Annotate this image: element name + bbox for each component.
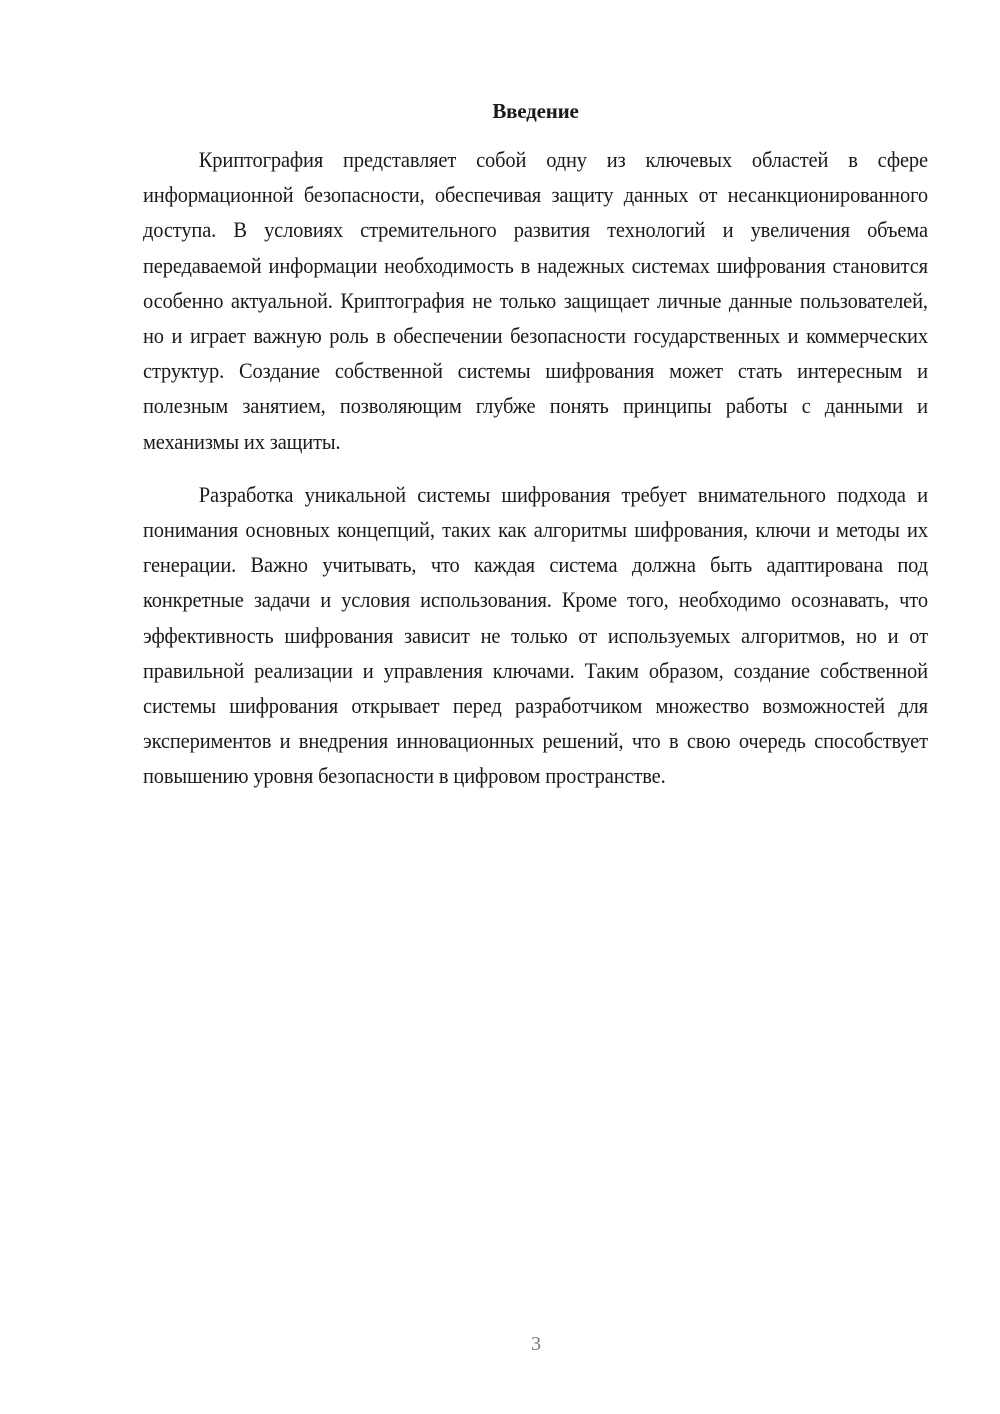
page-number: 3	[531, 1333, 541, 1355]
paragraph-2: Разработка уникальной системы шифрования требует внимательного подхода и понимания основных концепций, таких как алгоритмы шифрования, ключи и методы их генерации. Важно учитывать, что каждая система должна быть адаптирована под конкретные задачи и условия использования. Кроме того, необходимо осознавать, что эффективность шифрования зависит не только от используемых алгоритмов, но и от правильной реализации и управления ключами. Таким образом, создание собственной системы шифрования открывает перед разработчиком множество возможностей для экспериментов и внедрения инновационных решений, что в свою очередь способствует повышению уровня безопасности в цифровом пространстве.	[143, 481, 928, 789]
paragraph-1: Криптография представляет собой одну из ключевых областей в сфере информационной безопасности, обеспечивая защиту данных от несанкционированного доступа. В условиях стремительного развития технологий и увеличения объема передаваемой информации необходимость в надежных системах шифрования становится особенно актуальной. Криптография не только защищает личные данные пользователей, но и играет важную роль в обеспечении безопасности государственных и коммерческих структур. Создание собственной системы шифрования может стать интересным и полезным занятием, позволяющим глубже понять принципы работы с данными и механизмы их защиты.	[143, 147, 928, 454]
section-title: Введение	[492, 99, 579, 123]
document-body	[143, 142, 928, 794]
